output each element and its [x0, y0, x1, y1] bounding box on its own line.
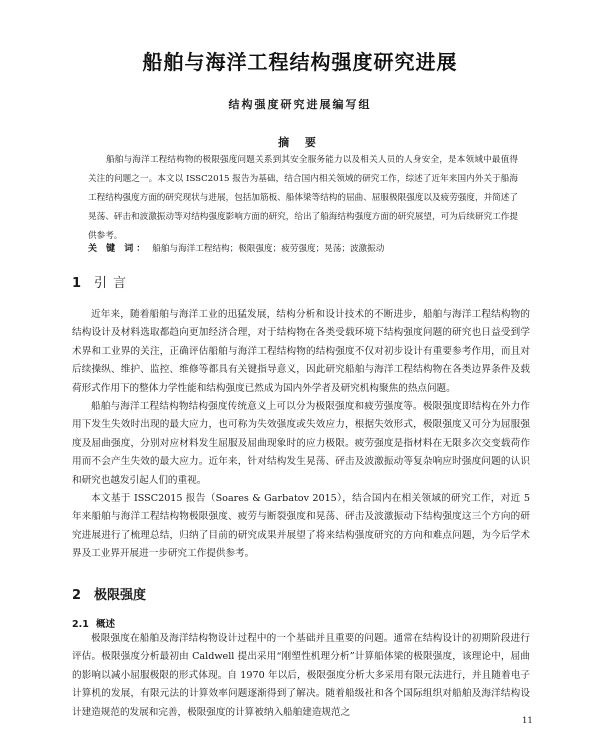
subsection-2-1-body	[72, 630, 530, 722]
paragraph: 本文基于 ISSC2015 报告（Soares & Garbatov 2015），结合国内在相关领域的研究工作，对近 5 年来船舶与海洋工程结构物极限强度、疲劳与断裂强度和晃荡、砰击及波激振动下结构强度这三个方向的研究进展进行了梳理总结，归纳了目前的研究成果并展望了将来结构强度研究的方向和难点问题，为今后学术界及工业界开展进一步研究工作提供参考。	[72, 493, 530, 560]
author-group: 结构强度研究进展编写组	[228, 98, 372, 111]
paragraph: 极限强度在船舶及海洋结构物设计过程中的一个基础并且重要的问题。通常在结构设计的初期阶段进行评估。极限强度分析最初由 Caldwell 提出采用“刚塑性机理分析”计算船体梁的极限强度，该理论中，屈曲的影响以减小屈服极限的形式体现。自 1970 年以后，极限强度分析大多采用有限元法进行，并且随着电子计算机的发展，有限元法的计算效率问题逐渐得到了解决。随着船级社和各个国际组织对船舶及海洋结构设计建造规范的发展和完善，极限强度的计算被纳入船舶建造规范之	[72, 633, 530, 718]
keywords-text: 船舶与海洋工程结构；极限强度；疲劳强度；晃荡；波激振动	[152, 244, 385, 254]
paragraph: 船舶与海洋工程结构物结构强度传统意义上可以分为极限强度和疲劳强度等。极限强度即结构在外力作用下发生失效时出现的最大应力，也可称为失效强度或失效应力，根据失效形式，极限强度又可分为屈服强度及屈曲强度，分别对应材料发生屈服及屈曲现象时的应力极限。疲劳强度是指材料在无限多次交变载荷作用而不会产生失效的最大应力。近年来，针对结构发生晃荡、砰击及波激振动等复杂响应时强度问题的认识和研究也越发引起人们的重视。	[72, 401, 530, 486]
section-2-number: 2	[72, 588, 82, 603]
page-number: 11	[522, 716, 533, 726]
keywords	[88, 242, 528, 256]
section-1-body	[72, 306, 530, 564]
section-1-heading	[72, 272, 132, 291]
subsection-2-1-heading	[72, 616, 115, 630]
subsection-2-1-number: 2.1	[72, 619, 89, 630]
abstract-heading: 摘 要	[278, 136, 322, 149]
paragraph: 近年来，随着船舶与海洋工业的迅猛发展，结构分析和设计技术的不断进步，船舶与海洋工程结构物的结构设计及材料选取都趋向更加经济合理，对于结构物在各类受载环境下结构强度问题的研究也日益受到学术界和工业界的关注，正确评估船舶与海洋工程结构物的结构强度不仅对初步设计有重要参考作用，而且对后续操纵、维护、监控、维修等都具有关键指导意义，因此研究船舶与海洋工程结构物在各类边界条件及载荷形式作用下的整体力学性能和结构强度已然成为国内外学者及研究机构聚焦的热点问题。	[72, 309, 530, 394]
paper-title: 船舶与海洋工程结构强度研究进展	[142, 50, 458, 74]
section-1-title: 引言	[94, 276, 133, 291]
section-1-number: 1	[72, 276, 82, 291]
section-2-heading	[72, 584, 146, 603]
section-2-title: 极限强度	[94, 588, 147, 603]
abstract-text: 船舶与海洋工程结构物的极限强度问题关系到其安全服务能力以及相关人员的人身安全，是本领域中最值得关注的问题之一。本文以 ISSC2015 报告为基础，结合国内相关领域的研究工作，综述了近年来国内外关于船海工程结构强度方面的研究现状与进展，包括加筋板、船体梁等结构的屈曲、屈服极限强度以及疲劳强度，并简述了晃荡、砰击和波激振动等对结构强度影响方面的研究，给出了船海结构强度方面的研究展望，可为后续研究工作提供参考。	[88, 155, 518, 241]
keywords-label: 关 键 词：	[88, 244, 149, 254]
subsection-2-1-title: 概述	[96, 619, 116, 630]
